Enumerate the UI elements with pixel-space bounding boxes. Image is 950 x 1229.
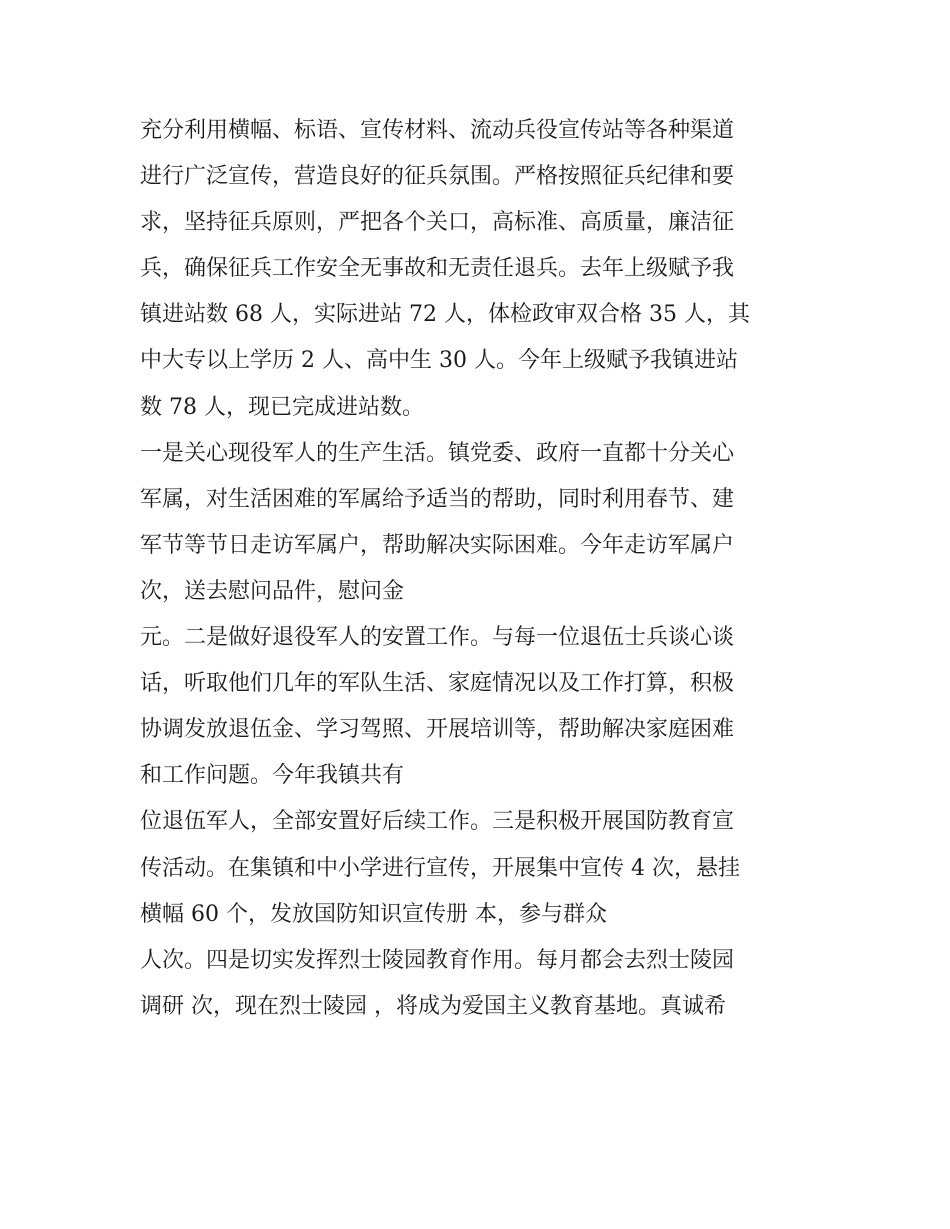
text-line: 求，坚持征兵原则，严把各个关口，高标准、高质量，廉洁征	[140, 210, 735, 236]
text-line: 军节等节日走访军属户，帮助解决实际困难。今年走访军属户	[140, 532, 735, 558]
text-line: 一是关心现役军人的生产生活。镇党委、政府一直都十分关心	[140, 440, 735, 466]
text-line: 位退伍军人，全部安置好后续工作。三是积极开展国防教育宣	[140, 809, 735, 835]
text-line: 军属，对生活困难的军属给予适当的帮助，同时利用春节、建	[140, 486, 735, 512]
text-line: 横幅 60 个，发放国防知识宣传册 本，参与群众	[140, 901, 607, 927]
text-line: 和工作问题。今年我镇共有	[140, 763, 405, 789]
text-line: 兵，确保征兵工作安全无事故和无责任退兵。去年上级赋予我	[140, 256, 735, 282]
text-line: 次，送去慰问品件，慰问金	[140, 578, 405, 604]
text-line: 元。二是做好退役军人的安置工作。与每一位退伍士兵谈心谈	[140, 625, 735, 651]
text-line: 传活动。在集镇和中小学进行宣传，开展集中宣传 4 次，悬挂	[140, 855, 740, 881]
text-line: 人次。四是切实发挥烈士陵园教育作用。每月都会去烈士陵园	[140, 947, 735, 973]
text-line: 调研 次，现在烈士陵园 ，将成为爱国主义教育基地。真诚希	[140, 993, 726, 1019]
text-line: 话，听取他们几年的军队生活、家庭情况以及工作打算，积极	[140, 671, 735, 697]
body-text	[140, 108, 830, 1030]
text-line: 镇进站数 68 人，实际进站 72 人，体检政审双合格 35 人，其	[140, 302, 750, 328]
text-line: 进行广泛宣传，营造良好的征兵氛围。严格按照征兵纪律和要	[140, 164, 735, 190]
text-line: 数 78 人，现已完成进站数。	[140, 394, 424, 420]
text-line: 充分利用横幅、标语、宣传材料、流动兵役宣传站等各种渠道	[140, 118, 735, 143]
text-line: 中大专以上学历 2 人、高中生 30 人。今年上级赋予我镇进站	[140, 348, 738, 374]
text-line: 协调发放退伍金、学习驾照、开展培训等，帮助解决家庭困难	[140, 717, 735, 743]
